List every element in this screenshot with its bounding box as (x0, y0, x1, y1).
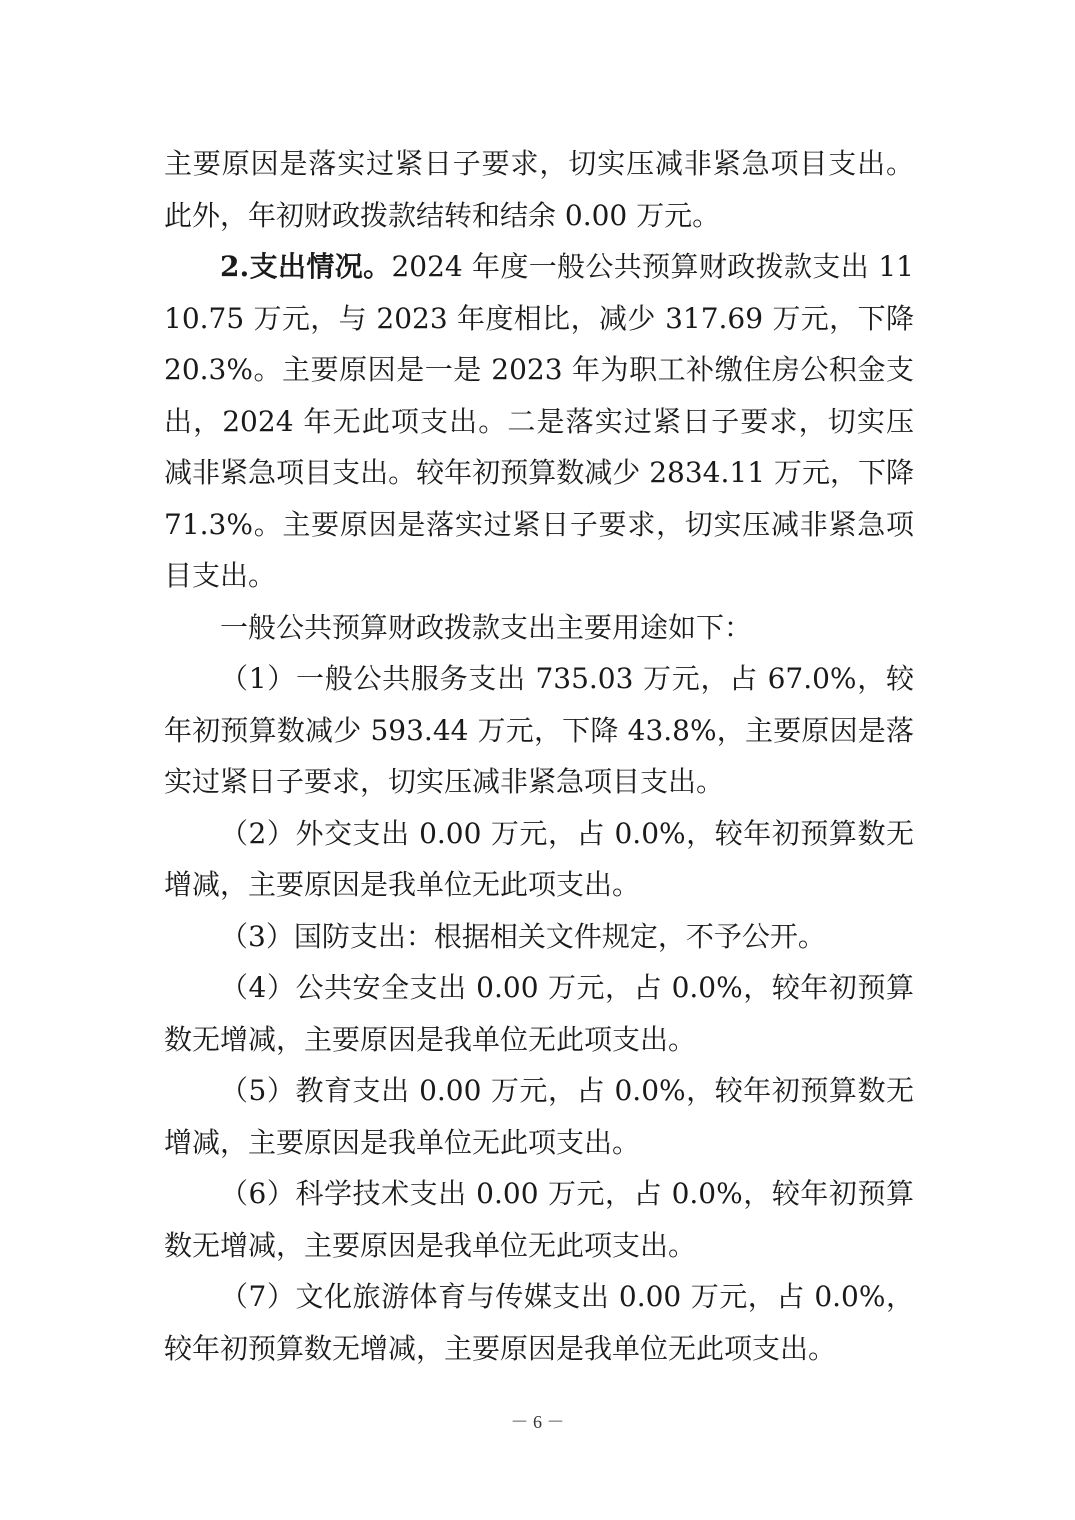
list-item-national-defense: （3）国防支出：根据相关文件规定，不予公开。 (220, 919, 826, 953)
list-item-education: （5）教育支出 0.00 万元，占 0.0%，较年初预算数无增减，主要原因是我单位无此项支出。 (164, 1074, 914, 1159)
document-body (164, 138, 914, 1374)
section-heading-expenditure: 2.支出情况。 (220, 250, 392, 283)
list-item-culture-tourism-sports-media: （7）文化旅游体育与传媒支出 0.00 万元，占 0.0%，较年初预算数无增减，主要原因是我单位无此项支出。 (164, 1280, 914, 1365)
list-item-public-safety: （4）公共安全支出 0.00 万元，占 0.0%，较年初预算数无增减，主要原因是我单位无此项支出。 (164, 971, 914, 1056)
page-number: － 6 － (510, 1412, 565, 1432)
list-item-foreign-affairs: （2）外交支出 0.00 万元，占 0.0%，较年初预算数无增减，主要原因是我单位无此项支出。 (164, 816, 914, 901)
paragraph-expenditure-overview (164, 241, 914, 602)
expenditure-overview-text: 2024 年度一般公共预算财政拨款支出 1110.75 万元，与 2023 年度相比，减少 317.69 万元，下降 20.3%。主要原因是一是 2023 年为职工补缴住房公积金支出，2024 年无此项支出。二是落实过紧日子要求，切实压减非紧急项目支出。较年初预算数减少 2834.11 万元，下降 71.3%。主要原因是落实过紧日子要求，切实压减非紧急项目支出。 (164, 250, 914, 592)
paragraph-uses-intro: 一般公共预算财政拨款支出主要用途如下： (220, 610, 753, 644)
list-item-science-technology: （6）科学技术支出 0.00 万元，占 0.0%，较年初预算数无增减，主要原因是我单位无此项支出。 (164, 1177, 914, 1262)
paragraph-revenue-reason: 主要原因是落实过紧日子要求，切实压减非紧急项目支出。此外，年初财政拨款结转和结余 0.00 万元。 (164, 147, 914, 232)
list-item-general-public-services: （1）一般公共服务支出 735.03 万元，占 67.0%，较年初预算数减少 593.44 万元，下降 43.8%，主要原因是落实过紧日子要求，切实压减非紧急项目支出。 (164, 662, 914, 798)
